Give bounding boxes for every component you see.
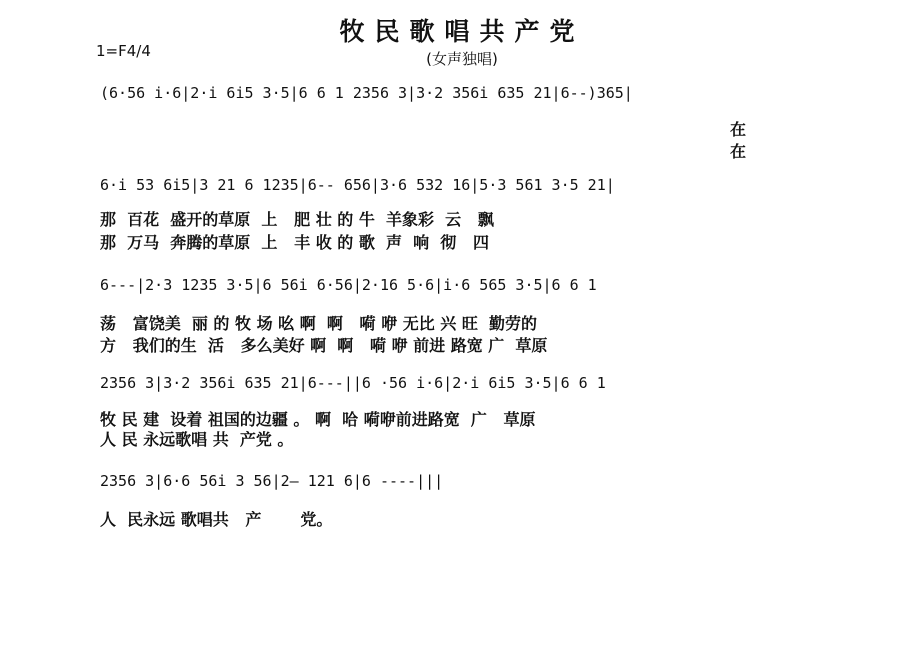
lyrics-line-5a: 人 民永远 歌唱共 产 党。 bbox=[100, 510, 333, 529]
notation-line-5: 2356 3|6·6 56i 3 56|2— 121 6|6 ----||| bbox=[100, 472, 444, 490]
notation-line-1: (6·56 i·6|2·i 6i5 3·5|6 6 1 2356 3|3·2 356i 635 21|6--)365| bbox=[100, 84, 633, 102]
lyrics-line-2b: 那 万马 奔腾的草原 上 丰 收 的 歌 声 响 彻 四 bbox=[100, 233, 489, 252]
margin-lyric-2: 在 bbox=[730, 142, 747, 161]
lyrics-line-4b: 人 民 永远歌唱 共 产党 。 bbox=[100, 430, 294, 449]
margin-lyric-1: 在 bbox=[730, 120, 747, 139]
notation-line-3: 6---|2·3 1235 3·5|6 56i 6·56|2·16 5·6|i·6 565 3·5|6 6 1 bbox=[100, 276, 597, 294]
song-subtitle: (女声独唱) bbox=[426, 50, 498, 68]
notation-line-4: 2356 3|3·2 356i 635 21|6---||6 ·56 i·6|2·i 6i5 3·5|6 6 1 bbox=[100, 374, 606, 392]
key-signature: 1=F4/4 bbox=[96, 42, 151, 60]
song-title: 牧民歌唱共产党 bbox=[339, 17, 585, 46]
lyrics-line-3a: 荡 富饶美 丽 的 牧 场 吆 啊 啊 嗬 咿 无比 兴 旺 勤劳的 bbox=[100, 314, 537, 333]
lyrics-line-4a: 牧 民 建 设着 祖国的边疆 。 啊 哈 嗬咿前进路宽 广 草原 bbox=[100, 410, 536, 429]
notation-line-2: 6·i 53 6i5|3 21 6 1235|6-- 656|3·6 532 16|5·3 561 3·5 21| bbox=[100, 176, 615, 194]
lyrics-line-3b: 方 我们的生 活 多么美好 啊 啊 嗬 咿 前进 路宽 广 草原 bbox=[100, 336, 548, 355]
lyrics-line-2a: 那 百花 盛开的草原 上 肥 壮 的 牛 羊象彩 云 飘 bbox=[100, 210, 494, 229]
